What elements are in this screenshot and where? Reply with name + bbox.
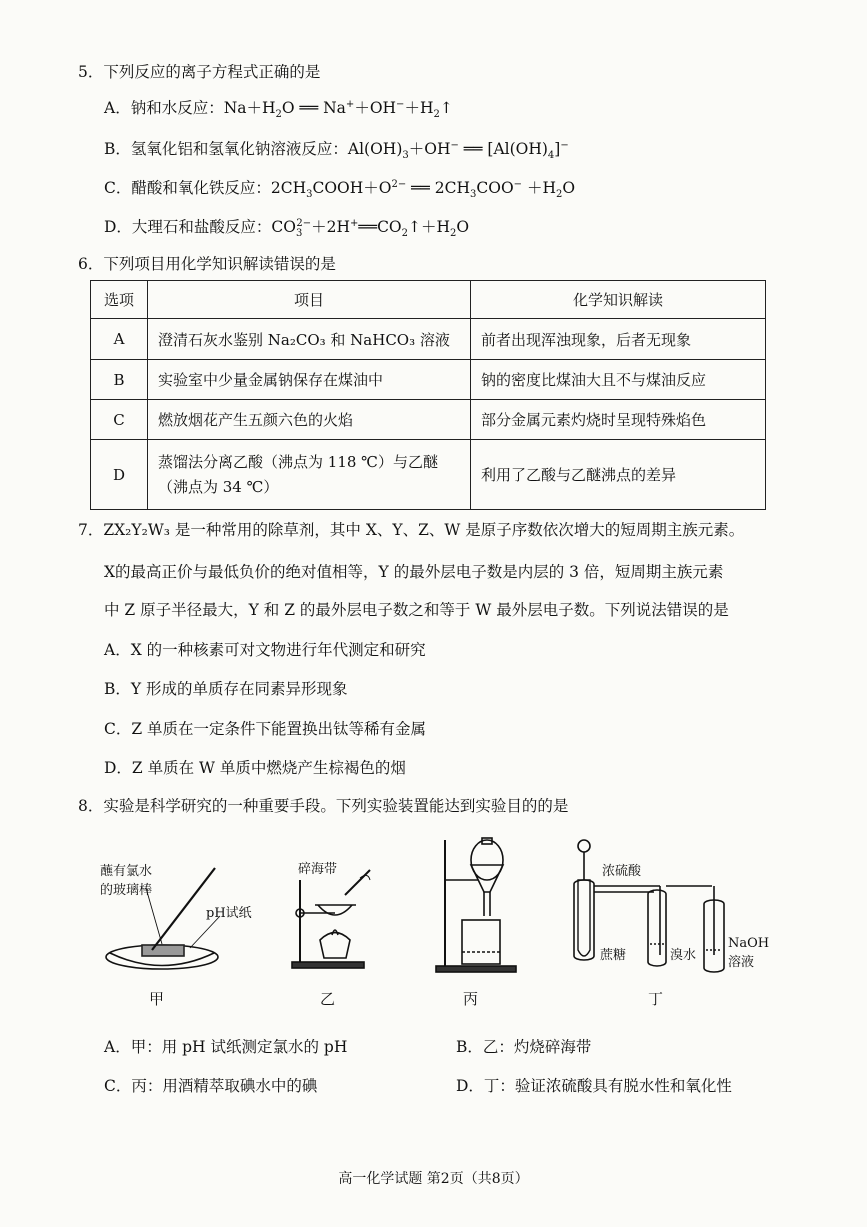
q7-option-c: C．Z 单质在一定条件下能置换出钛等稀有金属 <box>104 720 427 738</box>
separatory-funnel-diagram <box>436 838 516 972</box>
q8-option-a: A．甲：用 pH 试纸测定氯水的 pH <box>104 1038 348 1056</box>
page-footer: 高一化学试题 第2页（共8页） <box>338 1171 529 1187</box>
row-item: 澄清石灰水鉴别 Na₂CO₃ 和 NaHCO₃ 溶液 <box>148 319 471 360</box>
row-option: A <box>91 319 148 360</box>
q5-option-b: B．氢氧化铝和氢氧化钠溶液反应：$Al(OH)_3+OH^-$ ══ $[Al(OH)_4]^-$ <box>104 139 569 162</box>
label-chlorine-rod: 蘸有氯水 的玻璃棒 <box>100 864 153 898</box>
q7-option-b: B．Y 形成的单质存在同素异形现象 <box>104 680 348 698</box>
row-explain: 利用了乙酸与乙醚沸点的差异 <box>471 440 766 510</box>
q7-option-a: A．X 的一种核素可对文物进行年代测定和研究 <box>104 641 426 659</box>
row-item: 蒸馏法分离乙酸（沸点为 118 ℃）与乙醚 （沸点为 34 ℃） <box>148 440 471 510</box>
q8-option-c: C．丙：用酒精萃取碘水中的碘 <box>104 1077 318 1095</box>
row-option: D <box>91 440 148 510</box>
header-item: 项目 <box>148 281 471 319</box>
q8-option-d: D．丁：验证浓硫酸具有脱水性和氧化性 <box>456 1077 732 1095</box>
label-sucrose: 蔗糖 <box>600 948 627 963</box>
q8-stem: 8．实验是科学研究的一种重要手段。下列实验装置能达到实验目的的是 <box>78 797 569 815</box>
row-explain: 部分金属元素灼烧时呈现特殊焰色 <box>471 400 766 440</box>
q5-stem: 5．下列反应的离子方程式正确的是 <box>78 63 321 81</box>
caption-bing: 丙 <box>463 990 479 1008</box>
header-explain: 化学知识解读 <box>471 281 766 319</box>
q5-option-d: D．大理石和盐酸反应：$CO_3^{2-}+2H^+══CO_2↑+H_2O$ <box>104 217 470 240</box>
q7-stem-line1: 7．ZX₂Y₂W₃ 是一种常用的除草剂，其中 X、Y、Z、W 是原子序数依次增大的短周期主族元素。 <box>78 521 745 539</box>
q6-stem: 6．下列项目用化学知识解读错误的是 <box>78 255 336 273</box>
label-ph-paper: pH试纸 <box>206 906 252 921</box>
q7-stem-line3: 中 Z 原子半径最大，Y 和 Z 的最外层电子数之和等于 W 最外层电子数。下列说法错误的是 <box>104 601 729 619</box>
q8-option-b: B．乙：灼烧碎海带 <box>456 1038 592 1056</box>
row-explain: 钠的密度比煤油大且不与煤油反应 <box>471 360 766 400</box>
caption-yi: 乙 <box>320 990 336 1008</box>
label-sulfuric-acid: 浓硫酸 <box>602 864 642 879</box>
caption-ding: 丁 <box>648 990 664 1008</box>
q7-stem-line2: X的最高正价与最低负价的绝对值相等，Y 的最外层电子数是内层的 3 倍，短周期主族元素 <box>104 563 724 581</box>
q5-option-a: A．钠和水反应：$Na+H_2O$ ══ $Na^++OH^-+H_2↑$ <box>104 98 453 121</box>
row-item: 实验室中少量金属钠保存在煤油中 <box>148 360 471 400</box>
row-option: C <box>91 400 148 440</box>
row-option: B <box>91 360 148 400</box>
header-option: 选项 <box>91 281 148 319</box>
label-kelp: 碎海带 <box>298 862 338 877</box>
q7-option-d: D．Z 单质在 W 单质中燃烧产生棕褐色的烟 <box>104 759 406 777</box>
row-explain: 前者出现浑浊现象，后者无现象 <box>471 319 766 360</box>
label-naoh: NaOH 溶液 <box>728 936 770 970</box>
q5-option-c: C．醋酸和氧化铁反应：$2CH_3COOH+O^{2-}$ ══ $2CH_3COO^- +H_2O$ <box>104 178 576 201</box>
evaporating-dish-diagram <box>292 870 370 968</box>
row-item: 燃放烟花产生五颜六色的火焰 <box>148 400 471 440</box>
test-tubes-diagram <box>574 840 724 972</box>
caption-jia: 甲 <box>149 990 165 1008</box>
label-bromine-water: 溴水 <box>670 948 697 963</box>
